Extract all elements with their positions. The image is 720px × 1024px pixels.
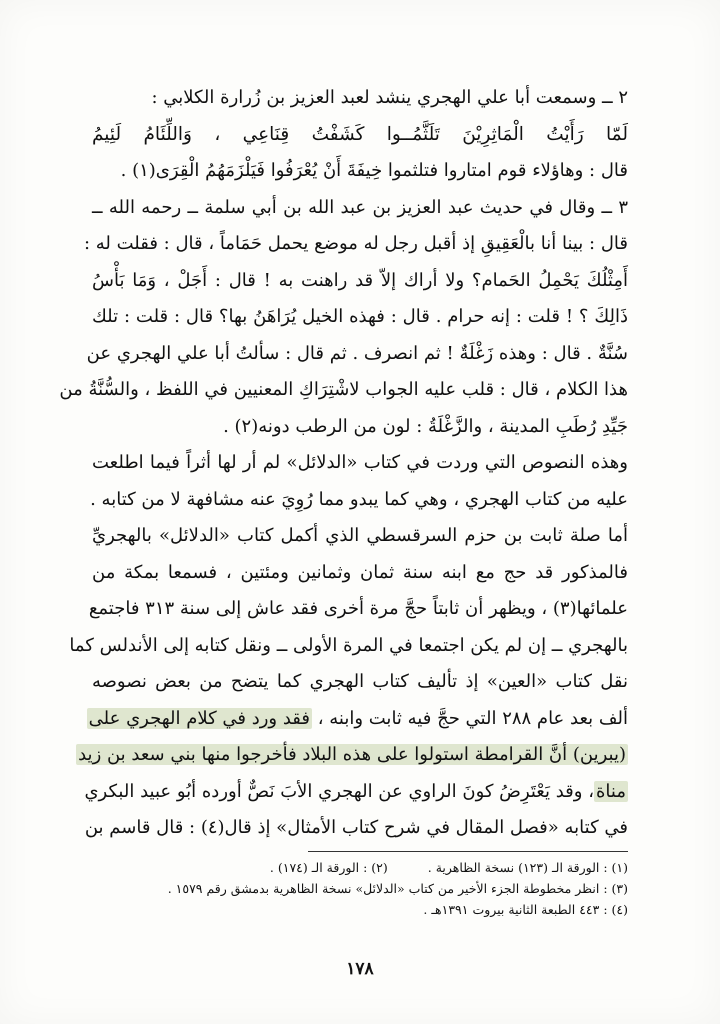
text-line [92,117,628,154]
line-text: ٢ ــ وسمعت أبا علي الهجري ينشد لعبد العزيز بن زُرارة الكلابي : [151,87,628,108]
text-line [69,628,628,665]
footnote-separator [308,851,628,852]
text-line [88,701,628,738]
text-line [84,774,628,811]
text-line [92,664,628,701]
highlighted-text: (يبرين) أنَّ القرامطة استولوا على هذه البلاد فأخرجوا منها بني سعد بن زيد [78,744,626,765]
highlighted-text: مناة [596,780,626,802]
text-line [59,372,628,409]
text-line [92,190,628,227]
line-text: ، وقد يَعْتَرِضُ كونَ الراوي عن الهجري الأبَ نَصٌّ أورده أبُو عبيد البكري [84,780,594,802]
text-line [86,336,628,373]
page-number: ١٧٨ [346,959,374,979]
text-line [92,80,628,117]
line-text: سُنَّةٌ . قال : وهذه زَغْلَةٌ ! ثم انصرف . ثم قال : سألتُ أبا علي الهجري عن [86,342,628,364]
line-text: جَيِّدِ رُطَبِ المدينة ، والزَّغْلَةُ : لون من الرطب دونه(٢) . [223,415,628,437]
line-text: لَمّا رَأَيْتُ الْمَاثِرِيْنَ تَلَثَّمُــوا كَشَفْتُ قِنَاعِي ، وَاللِّئَامُ لَئِيمُ [92,123,628,145]
line-text: هذا الكلام ، قال : قلب عليه الجواب لاشْتِرَاكِ المعنيين في اللفظ ، والسُّنَّةُ من [59,379,628,400]
text-line [92,153,628,190]
text-line [88,591,628,628]
text-line [92,518,628,555]
text-line [84,810,628,847]
text-line [83,226,628,263]
line-text: ذَالِكَ ؟ ! قلت : إنه حرام . قال : فهذه الخيل يُرَاهَنُ بها؟ قال : قلت : تلك [92,306,628,327]
line-text: وهذه النصوص التي وردت في كتاب «الدلائل» لم أر لها أثراً فيما اطلعت [92,452,628,473]
body-text [59,80,628,847]
text-line [92,409,628,446]
line-text: بالهجري ــ إن لم يكن اجتمعا في المرة الأولى ــ ونقل كتابه إلى الأندلس كما [69,634,628,656]
text-line [78,737,628,774]
line-text: عليه من كتاب الهجري ، وهي كما يبدو مما رُوِيَ عنه مشافهة لا من كتابه . [90,488,628,510]
footnote-text: (٢) : الورقة الـ (١٧٤) . [269,860,388,875]
line-text: علمائها(٣) ، ويظهر أن ثابتاً حجَّ مرة أخرى فقد عاش إلى سنة ٣١٣ فاجتمع [88,598,628,619]
footnote [92,899,628,920]
line-text: ٣ ــ وقال في حديث عبد العزيز بن عبد الله بن أبي سلمة ــ رحمه الله ــ [92,196,628,218]
line-text: أما صلة ثابت بن حزم السرقسطي الذي أكمل كتاب «الدلائل» بالهجريِّ [92,525,628,546]
text-line [92,555,628,592]
line-text: قال : بينا أنا بالْعَقِيقِ إذ أقبل رجل له موضع يحمل حَمَاماً ، قال : فقلت له : [83,233,628,254]
line-text: ألف بعد عام ٢٨٨ التي حجَّ فيه ثابت وابنه ، [312,707,628,729]
line-text: نقل كتاب «العين» إذ تأليف كتاب الهجري كما يتضح من بعض نصوصه [92,671,628,692]
text-line [92,445,628,482]
line-text: في كتابه «فصل المقال في شرح كتاب الأمثال» إذ قال(٤) : قال قاسم بن [84,817,628,838]
footnote [92,857,628,878]
highlighted-text: فقد ورد في كلام الهجري على [88,707,310,729]
line-text: أَمِثْلُكَ يَحْمِلُ الحَمام؟ ولا أراك إلاّ قد راهنت به ! قال : أَجَلْ ، وَمَا بَأْسُ [92,269,628,291]
text-line [92,299,628,336]
text-line [92,482,628,519]
footnote-text: (١) : الورقة الـ (١٢٣) نسخة الظاهرية . [427,860,628,875]
line-text: قال : وهاؤلاء قوم امتاروا فتلثموا خِيفَةَ أَنْ يُعْرَفُوا فَيَلْزَمَهُمُ الْقِرَى(١) . [120,160,628,181]
line-text: فالمذكور قد حج مع ابنه سنة ثمان وثمانين ومئتين ، فسمعا بمكة من [92,561,628,583]
footnote-text: (٤) : ٤٤٣ الطبعة الثانية بيروت ١٣٩١هـ . [423,902,628,917]
footnote [92,878,628,899]
text-line [92,263,628,300]
footnote-text: (٣) : انظر مخطوطة الجزء الأخير من كتاب «الدلائل» نسخة الظاهرية بدمشق رقم ١٥٧٩ . [167,881,628,896]
footnotes [92,857,628,920]
